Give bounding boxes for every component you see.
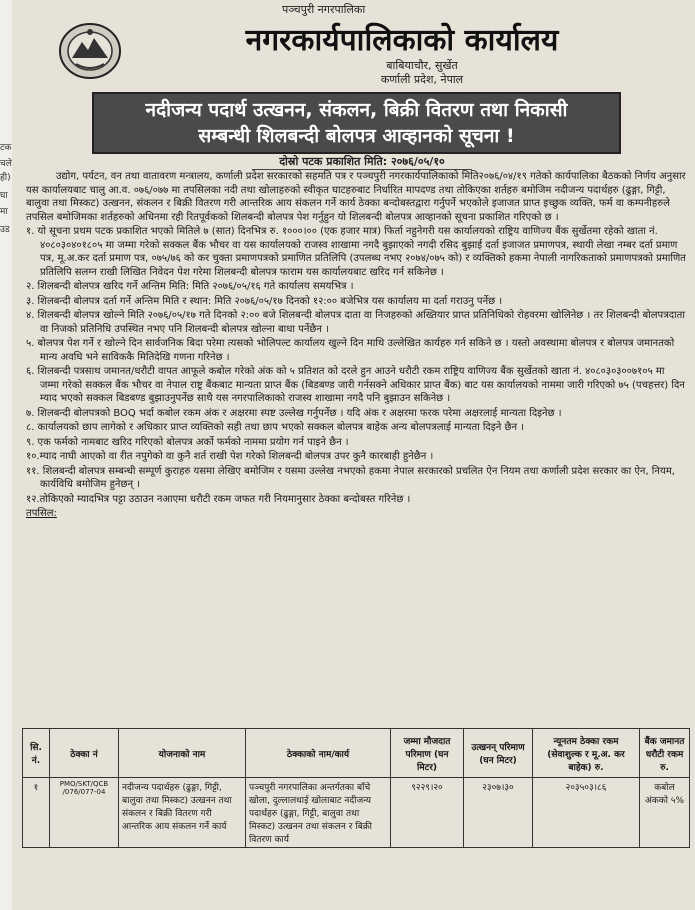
margin-fragment: घा [0, 191, 8, 201]
cell-contract-no: PMO/SKT/QCB /076/077-04 [50, 778, 119, 848]
col-project-name: योजनाको नाम [119, 729, 246, 778]
table-caption: तपसिल: [26, 508, 57, 519]
notice-banner [92, 92, 621, 154]
condition-item: ११. शिलबन्दी बोलपत्र सम्बन्धी सम्पूर्ण कुराहरु यसमा लेखिए बमोजिम र यसमा उल्लेख नभएको हकमा नेपाल सरकारको प्रचलित ऐन नियम तथा कर्णाली प्रदेश सरकार का ऐन, नियम, कार्यविधि बमोजिम हुनेछन् । [26, 465, 675, 490]
condition-item: ७. शिलबन्दी बोलपत्रको BOQ भर्दा कबोल रकम अंक र अक्षरमा स्पष्ट उल्लेख गर्नुपर्नेछ । यदि अंक र अक्षरमा फरक परेमा अक्षरलाई मान्यता दिइनेछ । [26, 407, 562, 419]
col-minimum-amount: न्यूनतम ठेक्का रकम (सेवाशुल्क र मू.अ. कर बाहेक) रु. [533, 729, 640, 778]
notice-paper [12, 0, 695, 910]
cell-project-name: नदीजन्य पदार्थहरु (ढुङ्गा, गिट्टी, बालुवा तथा मिस्कट) उत्खनन तथा संकलन र बिक्री वितरण गरी आन्तरिक आय संकलन गर्ने कार्य [119, 778, 246, 848]
province-line: कर्णाली प्रदेश, नेपाल [380, 73, 464, 86]
margin-fragment: ही) [0, 173, 11, 183]
col-extraction-quantity: उत्खनन् परिमाण (घन मिटर) [464, 729, 533, 778]
cell-total-quantity: ९२२९।२० [391, 778, 464, 848]
table-header-row [23, 729, 690, 778]
banner-line-2: सम्बन्धी शिलबन्दी बोलपत्र आव्हानको सूचना ! [198, 125, 515, 147]
condition-item: ८. कार्यालयको छाप लागेको र अधिकार प्राप्त व्यक्तिको सही तथा छाप भएको सक्कल बोलपत्र बाहेक अन्य बोलपत्रलाई मान्यता दिइने छैन । [26, 422, 525, 433]
condition-item: १०.म्याद नाघी आएको वा रीत नपुगेको वा कुनै शर्त राखी पेश गरेको शिलबन्दी बोलपत्र उपर कुनै कारबाही हुनेछैन । [26, 451, 434, 462]
condition-item: ४. शिलबन्दी बोलपत्र खोल्ने मिति २०७६/०५/१७ गते दिनको २:०० बजे शिलबन्दी बोलपत्र दाता वा निजहरुको अख्तियार प्राप्त प्रतिनिधिको रोहवरमा खोलिनेछ । तर शिलबन्दी बोलपत्रदाता वा निजको प्रतिनिधि उपस्थित नभए पनि शिलबन्दी बोलपत्र खोल्ना बाधा पर्नेछैन । [26, 310, 685, 335]
banner-line-1: नदीजन्य पदार्थ उत्खनन, संकलन, बिक्री वितरण तथा निकासी [145, 99, 568, 121]
condition-item: २. शिलबन्दी बोलपत्र खरिद गर्ने अन्तिम मिति: मिति २०७६/०५/१६ गते कार्यालय समयभित्र । [26, 281, 354, 292]
col-bank-guarantee: बैंक जमानत धरौटी रकम रु. [640, 729, 690, 778]
col-contract-no: ठेक्का नं [50, 729, 119, 778]
margin-fragment: मा [0, 207, 8, 217]
cell-extraction-quantity: २३०७।३० [464, 778, 533, 848]
notice-body [26, 170, 686, 522]
schedule-table [22, 728, 690, 848]
intro-paragraph: उद्योग, पर्यटन, वन तथा वातावरण मन्त्रालय, कर्णाली प्रदेश सरकारको सहमति पत्र र पञ्चपुरी नगरकार्यपालिकाको मिति२०७६/०४/१९ गतेको कार्यपालिका बैठकको निर्णय अनुसार यस कार्यालयबाट चालु आ.व. ०७६/०७७ मा तपसिलका नदी तथा खोलाहरुको स्वीकृत घाटहरुबाट निर्धारित मापदण्ड तथा तोकिएका शर्तहरु बमोजिम नदीजन्य पदार्थहरु (ढुङ्गा, गिट्टी, बालुवा तथा मिस्कट) उत्खनन, संकलन र बिक्री वितरण गरी आन्तरिक आय संकलन गर्ने कार्य ठेक्का बन्दोबस्तद्वारा गर्नुपर्ने भएकोले इजाजत प्राप्त इच्छुक व्यक्ति, फर्म वा कम्पनीहरुले तपसिल बमोजिमका शर्तहरुको अधिनमा रही रितपूर्वकको शिलबन्दी बोलपत्र पेश गर्नुहुन यो शिलबन्दी बोलपत्र आव्हानको सूचना प्रकाशित गरिएको छ । [26, 171, 686, 223]
office-location: बाबियाचौर, सुर्खेत [386, 59, 458, 72]
col-total-quantity: जम्मा मौजदात परिमाण (घन मिटर) [391, 729, 464, 778]
publish-date: दोस्रो पटक प्रकाशित मिति: २०७६/०५/१० [252, 154, 472, 170]
col-serial: सि. नं. [23, 729, 50, 778]
condition-item: ३. शिलबन्दी बोलपत्र दर्ता गर्ने अन्तिम मिति र स्थान: मिति २०७६/०५/१७ दिनको १२:०० बजेभित्र यस कार्यालय मा दर्ता गराउनु पर्नेछ । [26, 295, 503, 307]
table-row [23, 778, 690, 848]
nepal-emblem-icon [58, 22, 122, 80]
cell-serial: १ [23, 778, 50, 848]
office-title: नगरकार्यपालिकाको कार्यालय [245, 23, 559, 58]
margin-fragment: चले [0, 159, 12, 169]
condition-item: १. यो सूचना प्रथम पटक प्रकाशित भएको मितिले ७ (सात) दिनभित्र रु. १०००।०० (एक हजार मात्र) फिर्ता नहुनेगरी यस कार्यालयको राष्ट्रिय वाणिज्य बैंक सुर्खेतमा रहेको खाता नं. ४०८०३०४०१८०५ मा जम्मा गरेको सक्कल बैंक भौचर वा यस कार्यालयको राजस्व शाखामा नगदै बुझाएको नगदी रसिद बुझाई दर्ता इजाजत प्रमाणपत्र, स्थायी लेखा नम्बर दर्ता प्रमाण पत्र, मू.अ.कर दर्ता प्रमाण पत्र, ०७५/७६ को कर चुक्ता प्रमाणपत्रको प्रमाणित प्रतिलिपि (उपलब्ध नभए २०७४/०७५ को) र व्यक्तिको हकमा नेपाली नागरिकताको प्रमाणपत्रको प्रमाणित प्रतिलिपि सलग्न राखी लिखित निवेदन पेश गरेमा शिलबन्दी बोलपत्र फाराम यस कार्यालयबाट खरिद गर्न सकिनेछ । [26, 226, 686, 278]
condition-item: १२.तोकिएको म्यादभित्र पट्टा उठाउन नआएमा धरौटी रकम जफत गरी नियमानुसार ठेक्का बन्दोबस्त गरिनेछ । [26, 493, 411, 505]
adjacent-page-strip [0, 0, 12, 910]
margin-fragment: टक [0, 143, 12, 153]
municipality-name: पञ्चपुरी नगरपालिका [282, 3, 366, 16]
cell-bank-guarantee: कबोल अंकको ५% [640, 778, 690, 848]
condition-item: ९. एक फर्मको नामबाट खरिद गरिएको बोलपत्र अर्को फर्मको नाममा प्रयोग गर्न पाइने छैन । [26, 436, 349, 448]
col-contract-work: ठेक्काको नाम/कार्य [246, 729, 391, 778]
condition-item: ६. शिलबन्दी पत्रसाथ जमानत/धरौटी वापत आफूले कबोल गरेको अंक को ५ प्रतिशत को दरले हुन आउने धरौटी रकम राष्ट्रिय वाणिज्य बैंक सुर्खेतको खाता नं. ४०८०३०३००७१०५ मा जम्मा गरेको सक्कल बैंक भौचर वा नेपाल राष्ट्र बैंकबाट मान्यता प्राप्त बैंक (बिडबण्ड जारी गर्नसक्ने अधिकार प्राप्त बैंक) बाट यस कार्यालयको नाममा जारी गरिएको ७५ (पचहत्तर) दिन म्याद भएको सक्कल बिडबण्ड बुझाउनुपर्नेछ साथै यस नगरपालिकाको राजस्व शाखामा नगदै पनि बुझाउन सकिनेछ । [26, 366, 685, 404]
cell-contract-work: पञ्चपुरी नगरपालिका अन्तर्गतका बाँचे खोला, दुल्लालधाई खोलाबाट नदीजन्य पदार्थहरु (ढुङ्गा, गिट्टी, बालुवा तथा मिस्कट) उत्खनन तथा संकलन र बिक्री वितरण कार्य [246, 778, 391, 848]
condition-item: ५. बोलपत्र पेश गर्ने र खोल्ने दिन सार्वजनिक बिदा परेमा त्यसको भोलिपल्ट कार्यालय खुल्ने दिन माथि उल्लेखित कार्यहरु गर्न सकिने छ । यस्तो अवस्थामा बोलपत्र र बोलपत्र जमानतको मान्य अवधि भने साविककै मितिदेखि गणना गरिनेछ । [26, 338, 675, 363]
cell-minimum-amount: २०३५०३।८६ [533, 778, 640, 848]
margin-fragment: उड [0, 225, 10, 235]
